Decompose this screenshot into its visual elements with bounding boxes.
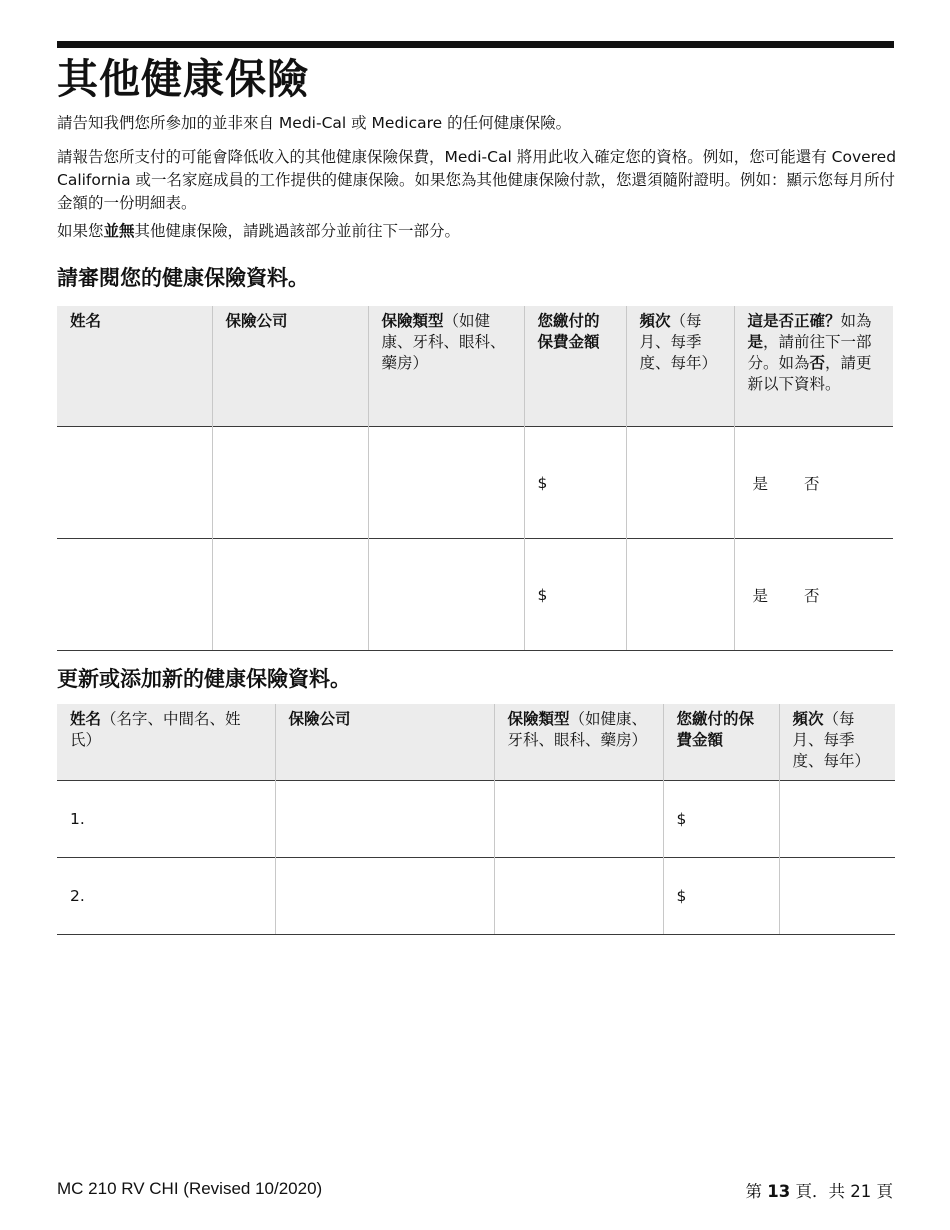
table-row — [57, 539, 893, 651]
yes-option[interactable]: 是 — [752, 474, 769, 493]
no-option[interactable]: 否 — [804, 474, 820, 493]
yes-option[interactable]: 是 — [752, 586, 769, 605]
premium-field[interactable]: $ — [524, 539, 626, 651]
row-number: 1. — [70, 810, 85, 828]
no-option[interactable]: 否 — [804, 586, 820, 605]
col-premium: 您繳付的保費金額 — [524, 306, 626, 427]
col-correct: 這是否正確？如為是，請前往下一部分。如為否，請更新以下資料。 — [734, 306, 893, 427]
frequency-field[interactable] — [779, 781, 895, 858]
table-header-row — [57, 306, 893, 427]
company-field[interactable] — [212, 427, 368, 539]
col-frequency: 頻次（每月、每季度、每年） — [626, 306, 734, 427]
table-header-row — [57, 704, 895, 781]
company-field[interactable] — [275, 858, 494, 935]
company-field[interactable] — [212, 539, 368, 651]
type-field[interactable] — [368, 539, 524, 651]
page-title: 其他健康保險 — [57, 55, 309, 103]
top-rule — [57, 41, 894, 48]
correct-choice — [734, 539, 893, 651]
premium-paragraph: 請報告您所支付的可能會降低收入的其他健康保險保費，Medi-Cal 將用此收入確定您的資格。例如，您可能還有 Covered California 或一名家庭成員的工作提供的健康保險。如果您為其他健康保險付款，您還須隨附證明。例如：顯示您每月所付金額的一份明細表。 — [57, 148, 897, 212]
name-field[interactable] — [57, 781, 275, 858]
table-row — [57, 781, 895, 858]
premium-field[interactable]: $ — [663, 858, 779, 935]
table-row — [57, 427, 893, 539]
col-name: 姓名 — [57, 306, 212, 427]
name-field[interactable] — [57, 858, 275, 935]
section-update-heading: 更新或添加新的健康保險資料。 — [57, 667, 351, 691]
skip-paragraph: 如果您並無其他健康保險，請跳過該部分並前往下一部分。 — [57, 222, 461, 240]
frequency-field[interactable] — [626, 427, 734, 539]
col-company: 保險公司 — [275, 704, 494, 781]
company-field[interactable] — [275, 781, 494, 858]
frequency-field[interactable] — [779, 858, 895, 935]
col-name: 姓名（名字、中間名、姓氏） — [57, 704, 275, 781]
col-type: 保險類型（如健康、牙科、眼科、藥房） — [494, 704, 663, 781]
col-type: 保險類型（如健康、牙科、眼科、藥房） — [368, 306, 524, 427]
name-field[interactable] — [57, 539, 212, 651]
section-review-heading: 請審閱您的健康保險資料。 — [57, 266, 309, 290]
type-field[interactable] — [494, 858, 663, 935]
type-field[interactable] — [494, 781, 663, 858]
intro-paragraph: 請告知我們您所參加的並非來自 Medi-Cal 或 Medicare 的任何健康保險。 — [57, 114, 572, 132]
update-insurance-table — [57, 704, 895, 935]
premium-field[interactable]: $ — [524, 427, 626, 539]
form-id: MC 210 RV CHI (Revised 10/2020) — [57, 1179, 323, 1198]
page-number: 第 13 頁．共 21 頁 — [745, 1182, 893, 1201]
correct-choice — [734, 427, 893, 539]
col-company: 保險公司 — [212, 306, 368, 427]
premium-field[interactable]: $ — [663, 781, 779, 858]
row-number: 2. — [70, 887, 85, 905]
col-premium: 您繳付的保費金額 — [663, 704, 779, 781]
name-field[interactable] — [57, 427, 212, 539]
table-row — [57, 858, 895, 935]
col-frequency: 頻次（每月、每季度、每年） — [779, 704, 895, 781]
review-insurance-table — [57, 306, 893, 651]
frequency-field[interactable] — [626, 539, 734, 651]
type-field[interactable] — [368, 427, 524, 539]
